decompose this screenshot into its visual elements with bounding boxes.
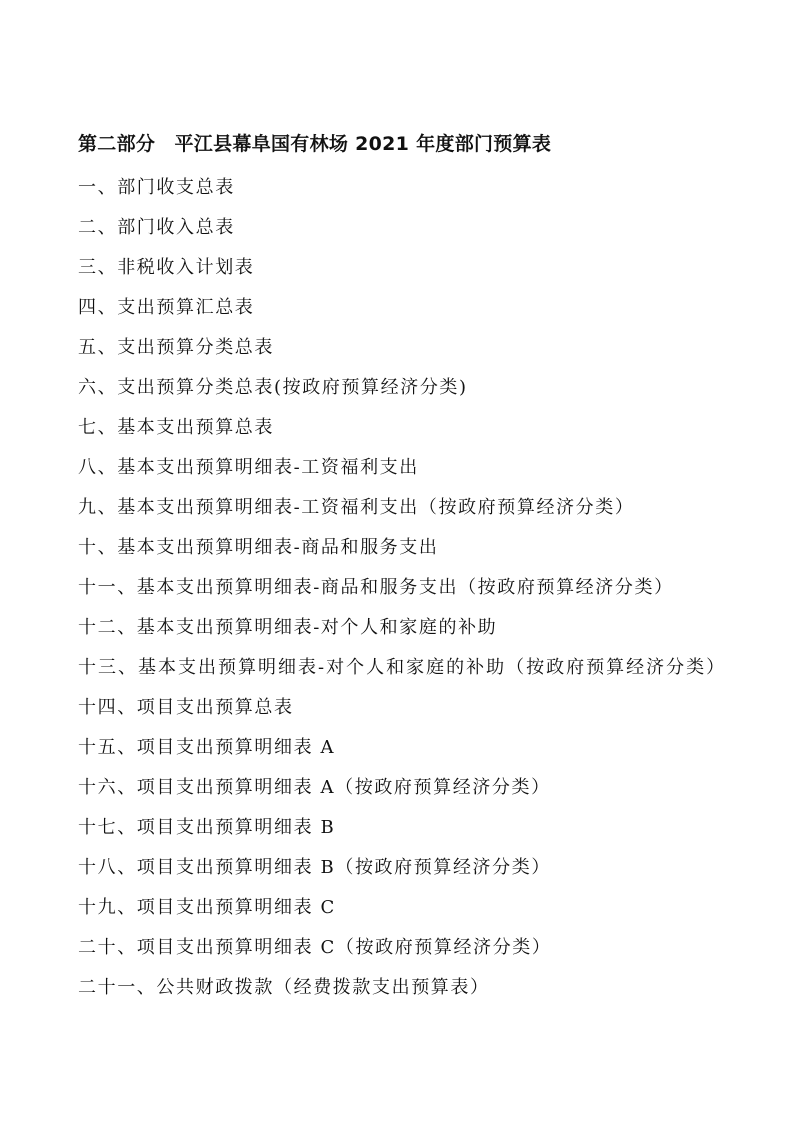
toc-item: 六、支出预算分类总表(按政府预算经济分类) <box>78 377 468 398</box>
toc-item: 八、基本支出预算明细表-工资福利支出 <box>78 457 419 478</box>
toc-item: 二十、项目支出预算明细表 C（按政府预算经济分类） <box>78 937 552 958</box>
page-title: 第二部分 平江县幕阜国有林场 2021 年度部门预算表 <box>78 133 552 155</box>
toc-item: 十、基本支出预算明细表-商品和服务支出 <box>78 537 439 558</box>
toc-item: 十五、项目支出预算明细表 A <box>78 737 336 758</box>
toc-item: 三、非税收入计划表 <box>78 257 255 278</box>
toc-item: 十九、项目支出预算明细表 C <box>78 897 336 918</box>
toc-item: 九、基本支出预算明细表-工资福利支出（按政府预算经济分类） <box>78 497 635 518</box>
toc-item: 十七、项目支出预算明细表 B <box>78 817 336 838</box>
toc-item: 十六、项目支出预算明细表 A（按政府预算经济分类） <box>78 777 551 798</box>
table-of-contents <box>78 168 738 1008</box>
toc-item: 十八、项目支出预算明细表 B（按政府预算经济分类） <box>78 857 551 878</box>
toc-item: 五、支出预算分类总表 <box>78 337 274 358</box>
toc-item: 二、部门收入总表 <box>78 217 235 238</box>
document-page <box>78 128 738 1008</box>
toc-item: 二十一、公共财政拨款（经费拨款支出预算表） <box>78 977 490 998</box>
toc-item: 十三、基本支出预算明细表-对个人和家庭的补助（按政府预算经济分类） <box>78 657 727 678</box>
toc-item: 四、支出预算汇总表 <box>78 297 255 318</box>
toc-item: 七、基本支出预算总表 <box>78 417 274 438</box>
toc-item: 一、部门收支总表 <box>78 177 235 198</box>
toc-item: 十二、基本支出预算明细表-对个人和家庭的补助 <box>78 617 498 638</box>
toc-item: 十四、项目支出预算总表 <box>78 697 294 718</box>
toc-item: 十一、基本支出预算明细表-商品和服务支出（按政府预算经济分类） <box>78 577 674 598</box>
